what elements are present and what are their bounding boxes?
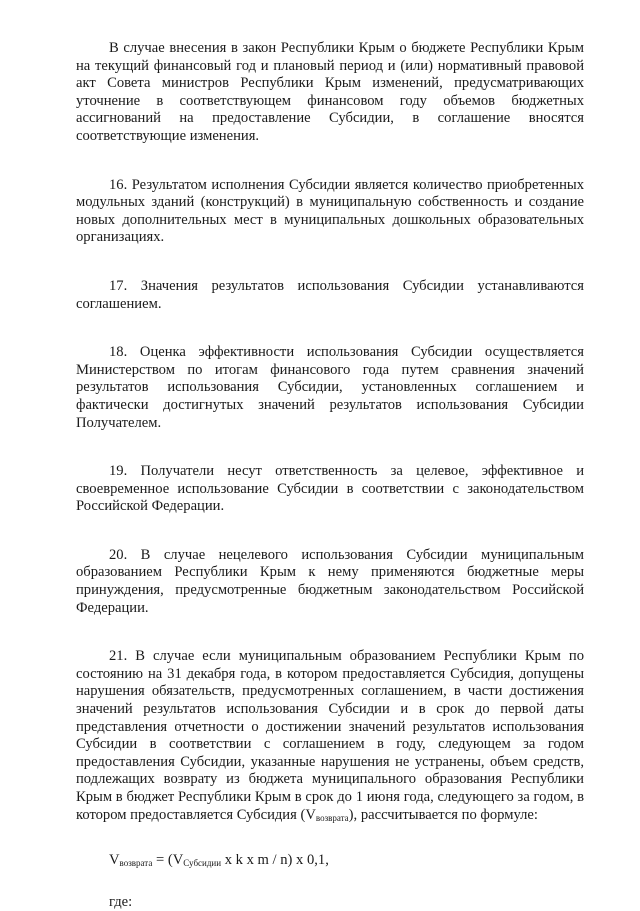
paragraph-18 [76,344,584,432]
paragraph-number: 17. [109,277,128,294]
formula-subsidy-subscript: Субсидии [183,858,222,869]
paragraph-16 [76,177,584,247]
paragraph-17 [76,278,584,313]
paragraph-tail: ), рассчитывается по формуле: [348,806,538,823]
paragraph-text: Значения результатов использования Субсидии устанавливаются соглашением. [76,277,584,312]
where-label: где: [109,894,133,911]
paragraph-number: 18. [109,344,128,361]
paragraph-number: 21. [109,648,128,665]
formula [76,851,584,869]
paragraph-number: 20. [109,546,128,563]
formula-v-subscript: возврата [119,858,153,869]
formula-v: V [109,852,120,869]
paragraph-21 [76,648,584,824]
paragraph-text: В случае внесения в закон Республики Крым о бюджете Республики Крым на текущий финансовый год и плановый период и (или) нормативный правовой акт Совета министров Республики Крым изменений, предусматривающих уточнение в соответствующем финансовом году объемов бюджетных ассигнований на предоставление Субсидии, в соглашение вносятся соответствующие изменения. [76,40,584,144]
paragraph-text: В случае нецелевого использования Субсидии муниципальным образованием Республики Крым к нему применяются бюджетные меры принуждения, предусмотренные бюджетным законодательством Российской Федерации. [76,546,584,616]
paragraph-text: В случае если муниципальным образованием Республики Крым по состоянию на 31 декабря года, в котором предоставляется Субсидия, допущены нарушения обязательств, предусмотренных соглашением, в части достижения значений результатов использования Субсидии и в срок до первой даты представления отчетности о достижении значений результатов использования Субсидии в соответствии с соглашением в году, следующем за годом предоставления Субсидии, указанные нарушения не устранены, объем средств, подлежащих возврату из бюджета муниципального образования Республики Крым в бюджет Республики Крым в срок до 1 июня года, следующего за годом, в котором предоставляется Субсидия (V [76,648,584,823]
formula-rest: x k x m / n) x 0,1, [221,852,329,869]
paragraph-text: Оценка эффективности использования Субсидии осуществляется Министерством по итогам финансового года путем сравнения значений результатов использования Субсидии, установленных соглашением и фактически достигнутых значений результатов использования Субсидии Получателем. [76,344,585,431]
paragraph-20 [76,547,584,617]
paragraph-19 [76,463,584,516]
paragraph-number: 19. [109,463,128,480]
subscript-vozvrata: возврата [315,812,349,823]
paragraph-text: Результатом исполнения Субсидии является количество приобретенных модульных зданий (конструкций) в муниципальную собственность и создание новых дополнительных мест в муниципальных дошкольных образовательных организациях. [76,176,584,246]
paragraph-number: 16. [109,176,128,193]
paragraph-budget-changes [76,40,584,146]
formula-eq: = (V [152,852,184,869]
paragraph-text: Получатели несут ответственность за целевое, эффективное и своевременное использование Субсидии в соответствии с законодательством Российской Федерации. [76,463,584,515]
